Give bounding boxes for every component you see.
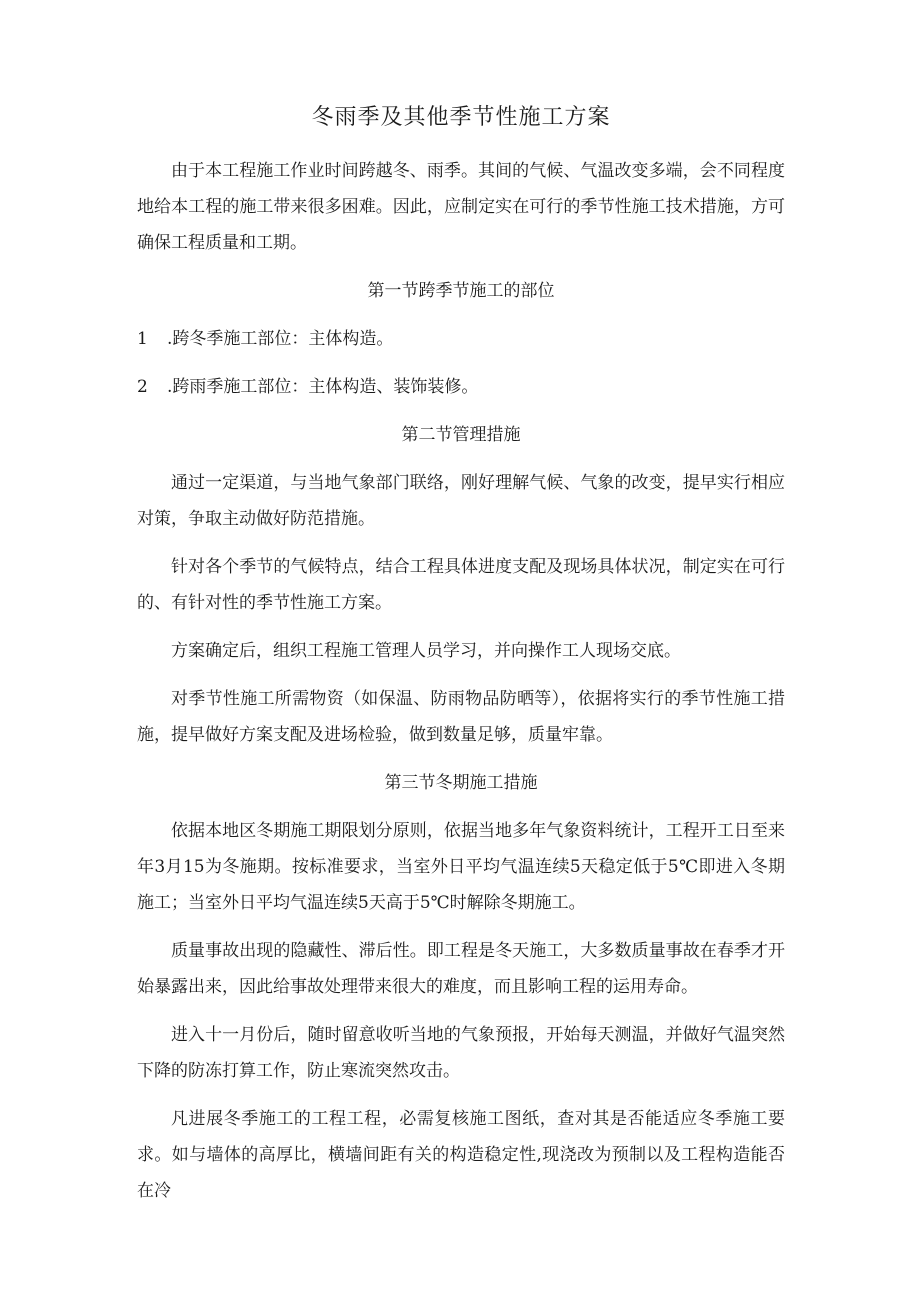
list-item-number: 1 <box>137 329 148 349</box>
section-2-heading: 第二节管理措施 <box>401 425 521 445</box>
paragraph: 方案确定后，组织工程施工管理人员学习，并向操作工人现场交底。 <box>171 641 681 661</box>
paragraph: 凡进展冬季施工的工程工程，必需复核施工图纸，查对其是否能适应冬季施工要求。如与墙体的高厚比，横墙间距有关的构造稳定性,现浇改为预制以及工程构造能否在冷 <box>137 1109 785 1201</box>
document-page <box>137 100 785 1221</box>
paragraph: 对季节性施工所需物资（如保温、防雨物品防晒等），依据将实行的季节性施工措施，提早做好方案支配及进场检验，做到数量足够，质量牢靠。 <box>137 689 785 745</box>
list-item <box>137 369 785 405</box>
list-item-number: 2 <box>137 377 148 397</box>
section-3-heading: 第三节冬期施工措施 <box>384 773 538 793</box>
intro-paragraph: 由于本工程施工作业时间跨越冬、雨季。其间的气候、气温改变多端，会不同程度地给本工程的施工带来很多困难。因此，应制定实在可行的季节性施工技术措施，方可确保工程质量和工期。 <box>137 161 785 253</box>
document-title: 冬雨季及其他季节性施工方案 <box>311 105 611 130</box>
list-item-text: .跨雨季施工部位：主体构造、装饰装修。 <box>167 377 479 397</box>
paragraph: 进入十一月份后，随时留意收听当地的气象预报，开始每天测温，并做好气温突然下降的防冻打算工作，防止寒流突然攻击。 <box>137 1025 785 1081</box>
section-1-heading: 第一节跨季节施工的部位 <box>367 281 555 301</box>
list-item-text: .跨冬季施工部位：主体构造。 <box>167 329 394 349</box>
paragraph: 依据本地区冬期施工期限划分原则，依据当地多年气象资料统计，工程开工日至来年3月15为冬施期。按标准要求，当室外日平均气温连续5天稳定低于5℃即进入冬期施工；当室外日平均气温连续5天高于5℃时解除冬期施工。 <box>137 821 785 913</box>
paragraph: 通过一定渠道，与当地气象部门联络，刚好理解气候、气象的改变，提早实行相应对策，争取主动做好防范措施。 <box>137 473 785 529</box>
paragraph: 针对各个季节的气候特点，结合工程具体进度支配及现场具体状况，制定实在可行的、有针对性的季节性施工方案。 <box>137 557 785 613</box>
paragraph: 质量事故出现的隐藏性、滞后性。即工程是冬天施工，大多数质量事故在春季才开始暴露出来，因此给事故处理带来很大的难度，而且影响工程的运用寿命。 <box>137 941 785 997</box>
list-item <box>137 321 785 357</box>
